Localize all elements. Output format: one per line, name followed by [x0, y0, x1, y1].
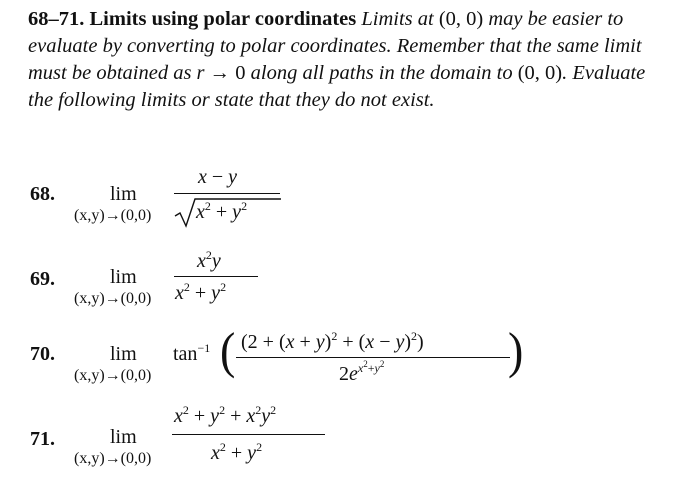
numerator: $x^2 + y^2 + x^2y^2$ — [174, 403, 277, 427]
intro-text-a: Limits at — [356, 8, 439, 30]
problem-set-intro — [28, 6, 673, 114]
intro-text-c: along all paths in the domain to — [245, 62, 518, 84]
numerator: x − y — [198, 166, 238, 188]
limit-operator: lim — [110, 426, 137, 448]
problem-number: 69. — [30, 268, 55, 290]
limit-operator: lim — [110, 343, 137, 365]
problem-number: 71. — [30, 428, 55, 450]
inverse-tangent: $\tan^{-1}$ — [173, 341, 211, 365]
point-origin-2: (0, 0) — [517, 62, 563, 84]
numerator: $(2 + (x + y)^2 + (x - y)^2)$ — [241, 329, 424, 353]
arrow-zero: → 0 — [204, 62, 246, 84]
denominator: $x^2 + y^2$ — [175, 280, 227, 304]
denominator: $x^2 + y^2$ — [211, 440, 263, 464]
intro-text-b: may be easier to evaluate by converting to polar coordinates. Remember that the same limit must be obtained as — [28, 8, 642, 84]
r-variable: r — [196, 62, 205, 84]
fraction-bar — [174, 193, 280, 194]
problem-number: 70. — [30, 343, 55, 365]
problem-number: 68. — [30, 183, 55, 205]
limit-subscript: (x,y)→(0,0) — [74, 290, 152, 307]
right-paren: ) — [508, 322, 524, 379]
fraction-bar — [174, 276, 258, 277]
fraction-bar — [236, 357, 510, 358]
section-heading: 68–71. Limits using polar coordinates — [28, 8, 357, 30]
denominator: $2e^{x^2+y^2}$ — [339, 359, 385, 385]
denominator: $x^2 + y^2$ — [196, 199, 248, 223]
limit-subscript: (x,y)→(0,0) — [74, 367, 152, 384]
limit-operator: lim — [110, 183, 137, 205]
square-root-sign — [173, 196, 283, 228]
limit-subscript: (x,y)→(0,0) — [74, 207, 152, 224]
limit-operator: lim — [110, 266, 137, 288]
numerator: $x^2y$ — [197, 248, 221, 272]
point-origin-1: (0, 0) — [438, 8, 484, 30]
limit-subscript: (x,y)→(0,0) — [74, 450, 152, 467]
left-paren: ( — [220, 322, 236, 379]
fraction-bar — [172, 434, 325, 435]
intro-text-d: . Evaluate the following limits or state that they do not exist. — [28, 62, 646, 111]
